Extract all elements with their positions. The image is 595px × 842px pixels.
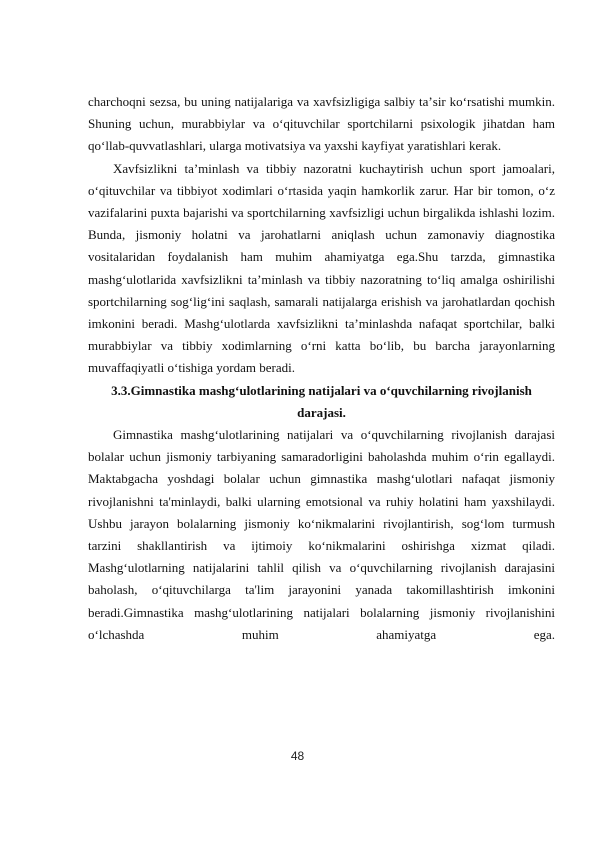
paragraph-continuation: charchoqni sezsa, bu uning natijalariga va xavfsizligiga salbiy taʼsir koʻrsatishi mumkin. Shuning uchun, murabbiylar va oʻqituvchilar sportchilarni psixologik jihatdan ham qoʻllab-quvvatlashlari, ularga motivatsiya va yaxshi kayfiyat yaratishlari kerak. — [88, 94, 555, 154]
page-number: 48 — [290, 749, 305, 763]
document-body — [88, 91, 555, 646]
paragraph-safety-cooperation: Xavfsizlikni taʼminlash va tibbiy nazoratni kuchaytirish uchun sport jamoalari, oʻqituvchilar va tibbiyot xodimlari oʻrtasida yaqin hamkorlik zarur. Har bir tomon, oʻz vazifalarini puxta bajarishi va sportchilarning xavfsizligi uchun birgalikda ishlashi lozim. Bunda, jismoniy holatni va jarohatlarni aniqlash uchun zamonaviy diagnostika vositalaridan foydalanish ham muhim ahamiyatga ega.Shu tarzda, gimnastika mashgʻulotlarida xavfsizlikni taʼminlash va tibbiy nazoratning toʻliq amalga oshirilishi sportchilarning sogʻligʻini saqlash, samarali natijalarga erishish va jarohatlardan qochish imkonini beradi. Mashgʻulotlarda xavfsizlikni taʼminlashda nafaqat sportchilar, balki murabbiylar va tibbiy xodimlarning oʻrni katta boʻlib, bu barcha jarayonlarning muvaffaqiyatli oʻtishiga yordam beradi. — [88, 160, 555, 376]
paragraph-section-intro: Gimnastika mashgʻulotlarining natijalari va oʻquvchilarning rivojlanish darajasi bolalar uchun jismoniy tarbiyaning samaradorligini baholashda muhim oʻrin egallaydi. Maktabgacha yoshdagi bolalar uchun gimnastika mashgʻulotlari nafaqat jismoniy rivojlanishni ta'minlaydi, balki ularning emotsional va ruhiy holatini ham yaxshilaydi. Ushbu jarayon bolalarning jismoniy koʻnikmalarini rivojlantirish, sogʻlom turmush tarzini shakllantirish va ijtimoiy koʻnikmalarini oshirishga xizmat qiladi. Mashgʻulotlarning natijalarini tahlil qilish va oʻquvchilarning rivojlanish darajasini baholash, oʻqituvchilarga ta'lim jarayonini yanada takomillashtirish imkonini beradi.Gimnastika mashgʻulotlarining natijalari bolalarning jismoniy rivojlanishini oʻlchashda muhim ahamiyatga ega. — [88, 427, 555, 642]
section-heading: 3.3.Gimnastika mashgʻulotlarining natijalari va oʻquvchilarning rivojlanish darajasi. — [111, 382, 532, 420]
